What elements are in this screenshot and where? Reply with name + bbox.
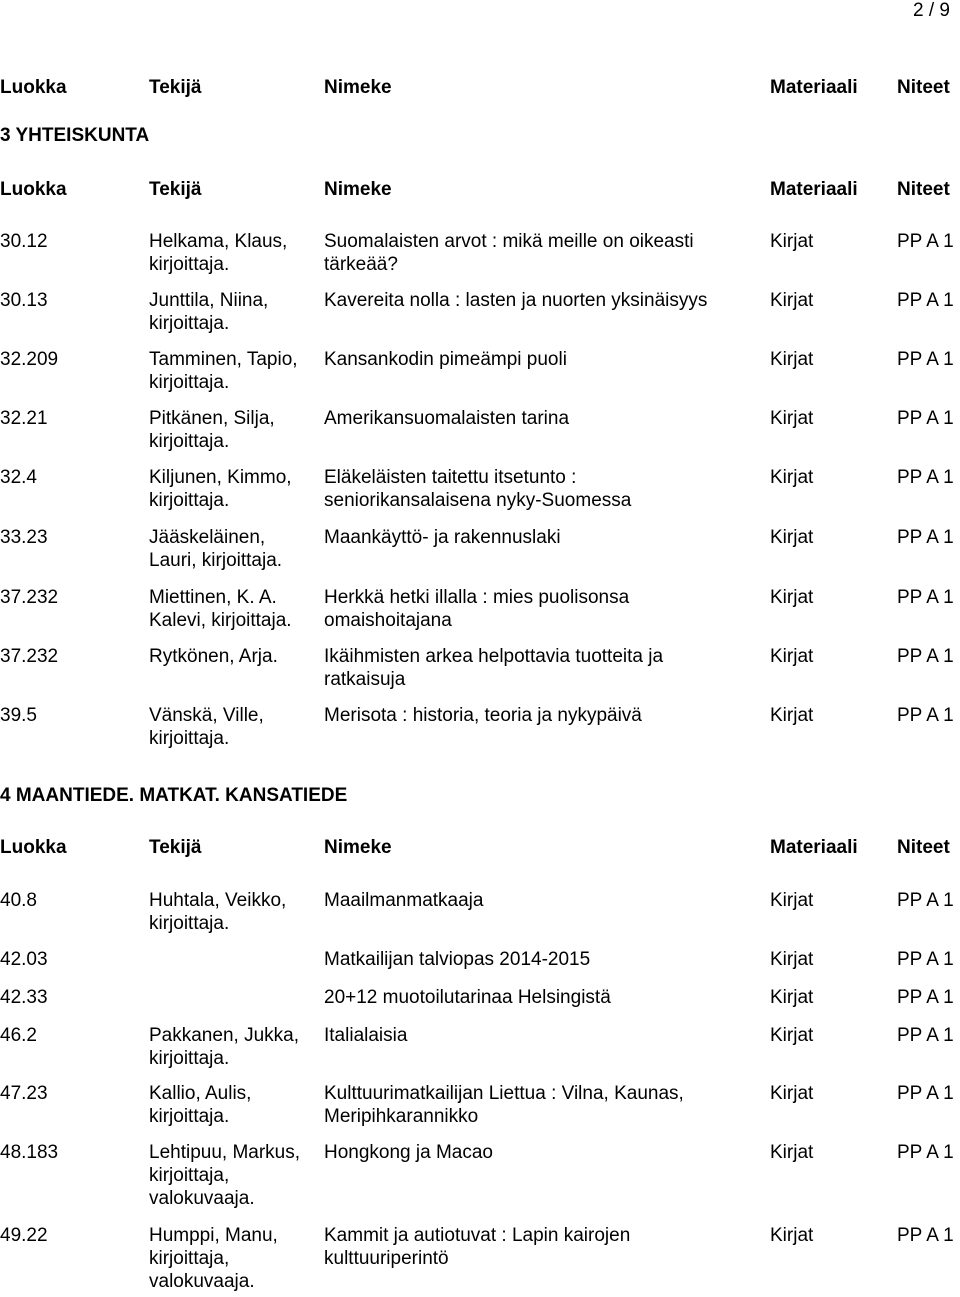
cell-materiaali: Kirjat bbox=[770, 467, 814, 488]
cell-tekija: Vänskä, Ville, kirjoittaja. bbox=[149, 705, 264, 749]
cell-tekija: Miettinen, K. A. Kalevi, kirjoittaja. bbox=[149, 587, 292, 631]
cell-materiaali: Kirjat bbox=[770, 231, 814, 252]
cell-materiaali: Kirjat bbox=[770, 1083, 814, 1104]
cell-materiaali: Kirjat bbox=[770, 890, 814, 911]
cell-materiaali: Kirjat bbox=[770, 1142, 814, 1163]
cell-luokka: 47.23 bbox=[0, 1083, 48, 1104]
col-header-niteet: Niteet bbox=[897, 837, 950, 858]
col-header-luokka: Luokka bbox=[0, 837, 67, 858]
cell-tekija: Rytkönen, Arja. bbox=[149, 646, 278, 667]
cell-niteet: PP A 1 bbox=[897, 949, 954, 970]
cell-luokka: 42.33 bbox=[0, 987, 48, 1008]
cell-nimeke: Hongkong ja Macao bbox=[324, 1142, 493, 1163]
cell-nimeke: Kansankodin pimeämpi puoli bbox=[324, 349, 567, 370]
cell-niteet: PP A 1 bbox=[897, 987, 954, 1008]
section-title: 3 YHTEISKUNTA bbox=[0, 125, 150, 146]
cell-niteet: PP A 1 bbox=[897, 467, 954, 488]
col-header-tekija: Tekijä bbox=[149, 179, 202, 200]
cell-materiaali: Kirjat bbox=[770, 1025, 814, 1046]
cell-materiaali: Kirjat bbox=[770, 290, 814, 311]
cell-nimeke: Kavereita nolla : lasten ja nuorten yksinäisyys bbox=[324, 290, 708, 311]
col-header-nimeke: Nimeke bbox=[324, 837, 392, 858]
cell-nimeke: Matkailijan talviopas 2014-2015 bbox=[324, 949, 591, 970]
cell-nimeke: Herkkä hetki illalla : mies puolisonsa omaishoitajana bbox=[324, 587, 630, 631]
cell-niteet: PP A 1 bbox=[897, 890, 954, 911]
cell-materiaali: Kirjat bbox=[770, 646, 814, 667]
cell-materiaali: Kirjat bbox=[770, 1225, 814, 1246]
cell-niteet: PP A 1 bbox=[897, 1083, 954, 1104]
cell-materiaali: Kirjat bbox=[770, 587, 814, 608]
cell-luokka: 32.209 bbox=[0, 349, 59, 370]
cell-niteet: PP A 1 bbox=[897, 705, 954, 726]
cell-nimeke: Italialaisia bbox=[324, 1025, 408, 1046]
cell-tekija: Pitkänen, Silja, kirjoittaja. bbox=[149, 408, 275, 452]
cell-niteet: PP A 1 bbox=[897, 349, 954, 370]
cell-materiaali: Kirjat bbox=[770, 949, 814, 970]
cell-luokka: 33.23 bbox=[0, 527, 48, 548]
cell-nimeke: Ikäihmisten arkea helpottavia tuotteita ja ratkaisuja bbox=[324, 646, 664, 690]
cell-tekija: Jääskeläinen, Lauri, kirjoittaja. bbox=[149, 527, 283, 571]
cell-niteet: PP A 1 bbox=[897, 1142, 954, 1163]
cell-tekija: Humppi, Manu, kirjoittaja, valokuvaaja. bbox=[149, 1225, 278, 1292]
col-header-tekija: Tekijä bbox=[149, 77, 202, 98]
cell-nimeke: Kulttuurimatkailijan Liettua : Vilna, Kaunas, Meripihkarannikko bbox=[324, 1083, 684, 1127]
cell-nimeke: Eläkeläisten taitettu itsetunto : seniorikansalaisena nyky-Suomessa bbox=[324, 467, 632, 511]
cell-tekija: Helkama, Klaus, kirjoittaja. bbox=[149, 231, 288, 275]
cell-niteet: PP A 1 bbox=[897, 231, 954, 252]
cell-luokka: 46.2 bbox=[0, 1025, 37, 1046]
cell-tekija: Pakkanen, Jukka, kirjoittaja. bbox=[149, 1025, 299, 1069]
col-header-luokka: Luokka bbox=[0, 77, 67, 98]
cell-niteet: PP A 1 bbox=[897, 527, 954, 548]
col-header-materiaali: Materiaali bbox=[770, 179, 858, 200]
cell-luokka: 37.232 bbox=[0, 587, 59, 608]
cell-nimeke: Maankäyttö- ja rakennuslaki bbox=[324, 527, 561, 548]
cell-nimeke: 20+12 muotoilutarinaa Helsingistä bbox=[324, 987, 611, 1008]
page-number: 2 / 9 bbox=[913, 0, 950, 21]
cell-luokka: 42.03 bbox=[0, 949, 48, 970]
cell-tekija: Tamminen, Tapio, kirjoittaja. bbox=[149, 349, 298, 393]
cell-niteet: PP A 1 bbox=[897, 1025, 954, 1046]
cell-luokka: 30.13 bbox=[0, 290, 48, 311]
cell-nimeke: Maailmanmatkaaja bbox=[324, 890, 484, 911]
cell-luokka: 39.5 bbox=[0, 705, 37, 726]
cell-luokka: 40.8 bbox=[0, 890, 37, 911]
col-header-niteet: Niteet bbox=[897, 179, 950, 200]
cell-materiaali: Kirjat bbox=[770, 408, 814, 429]
cell-luokka: 49.22 bbox=[0, 1225, 48, 1246]
cell-materiaali: Kirjat bbox=[770, 527, 814, 548]
section-title: 4 MAANTIEDE. MATKAT. KANSATIEDE bbox=[0, 785, 348, 806]
col-header-materiaali: Materiaali bbox=[770, 77, 858, 98]
cell-niteet: PP A 1 bbox=[897, 1225, 954, 1246]
col-header-tekija: Tekijä bbox=[149, 837, 202, 858]
cell-luokka: 32.4 bbox=[0, 467, 37, 488]
cell-luokka: 48.183 bbox=[0, 1142, 59, 1163]
cell-nimeke: Amerikansuomalaisten tarina bbox=[324, 408, 570, 429]
cell-niteet: PP A 1 bbox=[897, 587, 954, 608]
col-header-nimeke: Nimeke bbox=[324, 77, 392, 98]
cell-nimeke: Kammit ja autiotuvat : Lapin kairojen kulttuuriperintö bbox=[324, 1225, 631, 1269]
cell-materiaali: Kirjat bbox=[770, 349, 814, 370]
cell-niteet: PP A 1 bbox=[897, 646, 954, 667]
cell-nimeke: Merisota : historia, teoria ja nykypäivä bbox=[324, 705, 642, 726]
cell-nimeke: Suomalaisten arvot : mikä meille on oikeasti tärkeää? bbox=[324, 231, 694, 275]
cell-materiaali: Kirjat bbox=[770, 987, 814, 1008]
col-header-niteet: Niteet bbox=[897, 77, 950, 98]
cell-tekija: Lehtipuu, Markus, kirjoittaja, valokuvaaja. bbox=[149, 1142, 301, 1209]
col-header-nimeke: Nimeke bbox=[324, 179, 392, 200]
cell-niteet: PP A 1 bbox=[897, 408, 954, 429]
col-header-luokka: Luokka bbox=[0, 179, 67, 200]
cell-luokka: 30.12 bbox=[0, 231, 48, 252]
cell-luokka: 32.21 bbox=[0, 408, 48, 429]
cell-tekija: Kallio, Aulis, kirjoittaja. bbox=[149, 1083, 252, 1127]
cell-tekija: Junttila, Niina, kirjoittaja. bbox=[149, 290, 269, 334]
col-header-materiaali: Materiaali bbox=[770, 837, 858, 858]
cell-luokka: 37.232 bbox=[0, 646, 59, 667]
cell-niteet: PP A 1 bbox=[897, 290, 954, 311]
cell-tekija: Kiljunen, Kimmo, kirjoittaja. bbox=[149, 467, 292, 511]
cell-tekija: Huhtala, Veikko, kirjoittaja. bbox=[149, 890, 287, 934]
cell-materiaali: Kirjat bbox=[770, 705, 814, 726]
